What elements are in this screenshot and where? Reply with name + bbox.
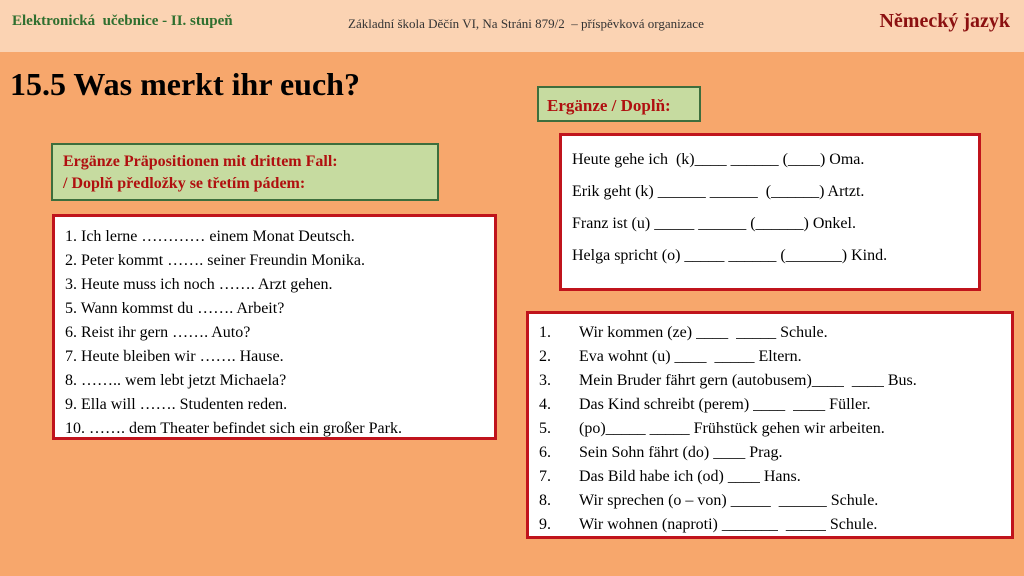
list-item-text: Das Bild habe ich (od) ____ Hans. — [579, 468, 801, 485]
list-item-number: 7. — [539, 468, 551, 485]
exercise-box-prepositions — [52, 214, 497, 440]
list-item-text: (po)_____ _____ Frühstück gehen wir arbeiten. — [579, 420, 885, 437]
list-item — [539, 417, 1001, 441]
list-item — [539, 321, 1001, 345]
list-item-number: 5. — [539, 420, 551, 437]
list-item-number: 1. — [539, 324, 551, 341]
list-item-text: Sein Sohn fährt (do) ____ Prag. — [579, 444, 783, 461]
header-school-name: Základní škola Děčín VI, Na Stráni 879/2 – příspěvková organizace — [348, 16, 704, 31]
exercise-line: 1. Ich lerne ………… einem Monat Deutsch. — [65, 228, 355, 245]
exercise-box-numbered — [526, 311, 1014, 539]
page-title: 15.5 Was merkt ihr euch? — [10, 66, 360, 102]
exercise-line: Helga spricht (o) _____ ______ (_______) Kind. — [572, 247, 888, 264]
list-item-text: Mein Bruder fährt gern (autobusem)____ ____ Bus. — [579, 372, 917, 389]
list-item — [539, 513, 1001, 537]
instruction-line-czech: / Doplň předložky se třetím pádem: — [63, 175, 306, 192]
exercise-line: 10. ……. dem Theater befindet sich ein großer Park. — [65, 420, 402, 437]
list-item — [539, 345, 1001, 369]
header-subject: Německý jazyk — [879, 10, 1010, 32]
exercise-line: 6. Reist ihr gern ……. Auto? — [65, 324, 251, 341]
list-item-text: Wir kommen (ze) ____ _____ Schule. — [579, 324, 828, 341]
exercise-line: 3. Heute muss ich noch ……. Arzt gehen. — [65, 276, 333, 293]
list-item — [539, 393, 1001, 417]
list-item-text: Wir wohnen (naproti) _______ _____ Schule. — [579, 516, 878, 533]
list-item-number: 9. — [539, 516, 551, 533]
list-item-number: 6. — [539, 444, 551, 461]
exercise-box-fill-in — [559, 133, 981, 291]
exercise-line: 9. Ella will ……. Studenten reden. — [65, 396, 288, 413]
header-bar — [0, 0, 1024, 52]
exercise-line: 2. Peter kommt ……. seiner Freundin Monika. — [65, 252, 365, 269]
instruction-box-fill-in — [537, 86, 701, 122]
list-item — [539, 369, 1001, 393]
list-item-text: Wir sprechen (o – von) _____ ______ Schule. — [579, 492, 879, 509]
list-item-text: Das Kind schreibt (perem) ____ ____ Füller. — [579, 396, 871, 413]
list-item — [539, 489, 1001, 513]
exercise-line: Franz ist (u) _____ ______ (______) Onkel. — [572, 215, 856, 232]
header-textbook-label: Elektronická učebnice - II. stupeň — [12, 13, 233, 29]
list-item-number: 8. — [539, 492, 551, 509]
list-item-number: 4. — [539, 396, 551, 413]
exercise-line: 5. Wann kommst du ……. Arbeit? — [65, 300, 285, 317]
instruction-box-prepositions — [51, 143, 439, 201]
list-item — [539, 441, 1001, 465]
instruction-fill-in-text: Ergänze / Doplň: — [547, 96, 671, 115]
list-item — [539, 465, 1001, 489]
exercise-line: Erik geht (k) ______ ______ (______) Artzt. — [572, 183, 865, 200]
list-item-number: 2. — [539, 348, 551, 365]
list-item-text: Eva wohnt (u) ____ _____ Eltern. — [579, 348, 802, 365]
exercise-line: 7. Heute bleiben wir ……. Hause. — [65, 348, 284, 365]
list-item-number: 3. — [539, 372, 551, 389]
instruction-line-german: Ergänze Präpositionen mit drittem Fall: — [63, 153, 338, 170]
exercise-line: 8. …….. wem lebt jetzt Michaela? — [65, 372, 287, 389]
exercise-line: Heute gehe ich (k)____ ______ (____) Oma. — [572, 151, 865, 168]
